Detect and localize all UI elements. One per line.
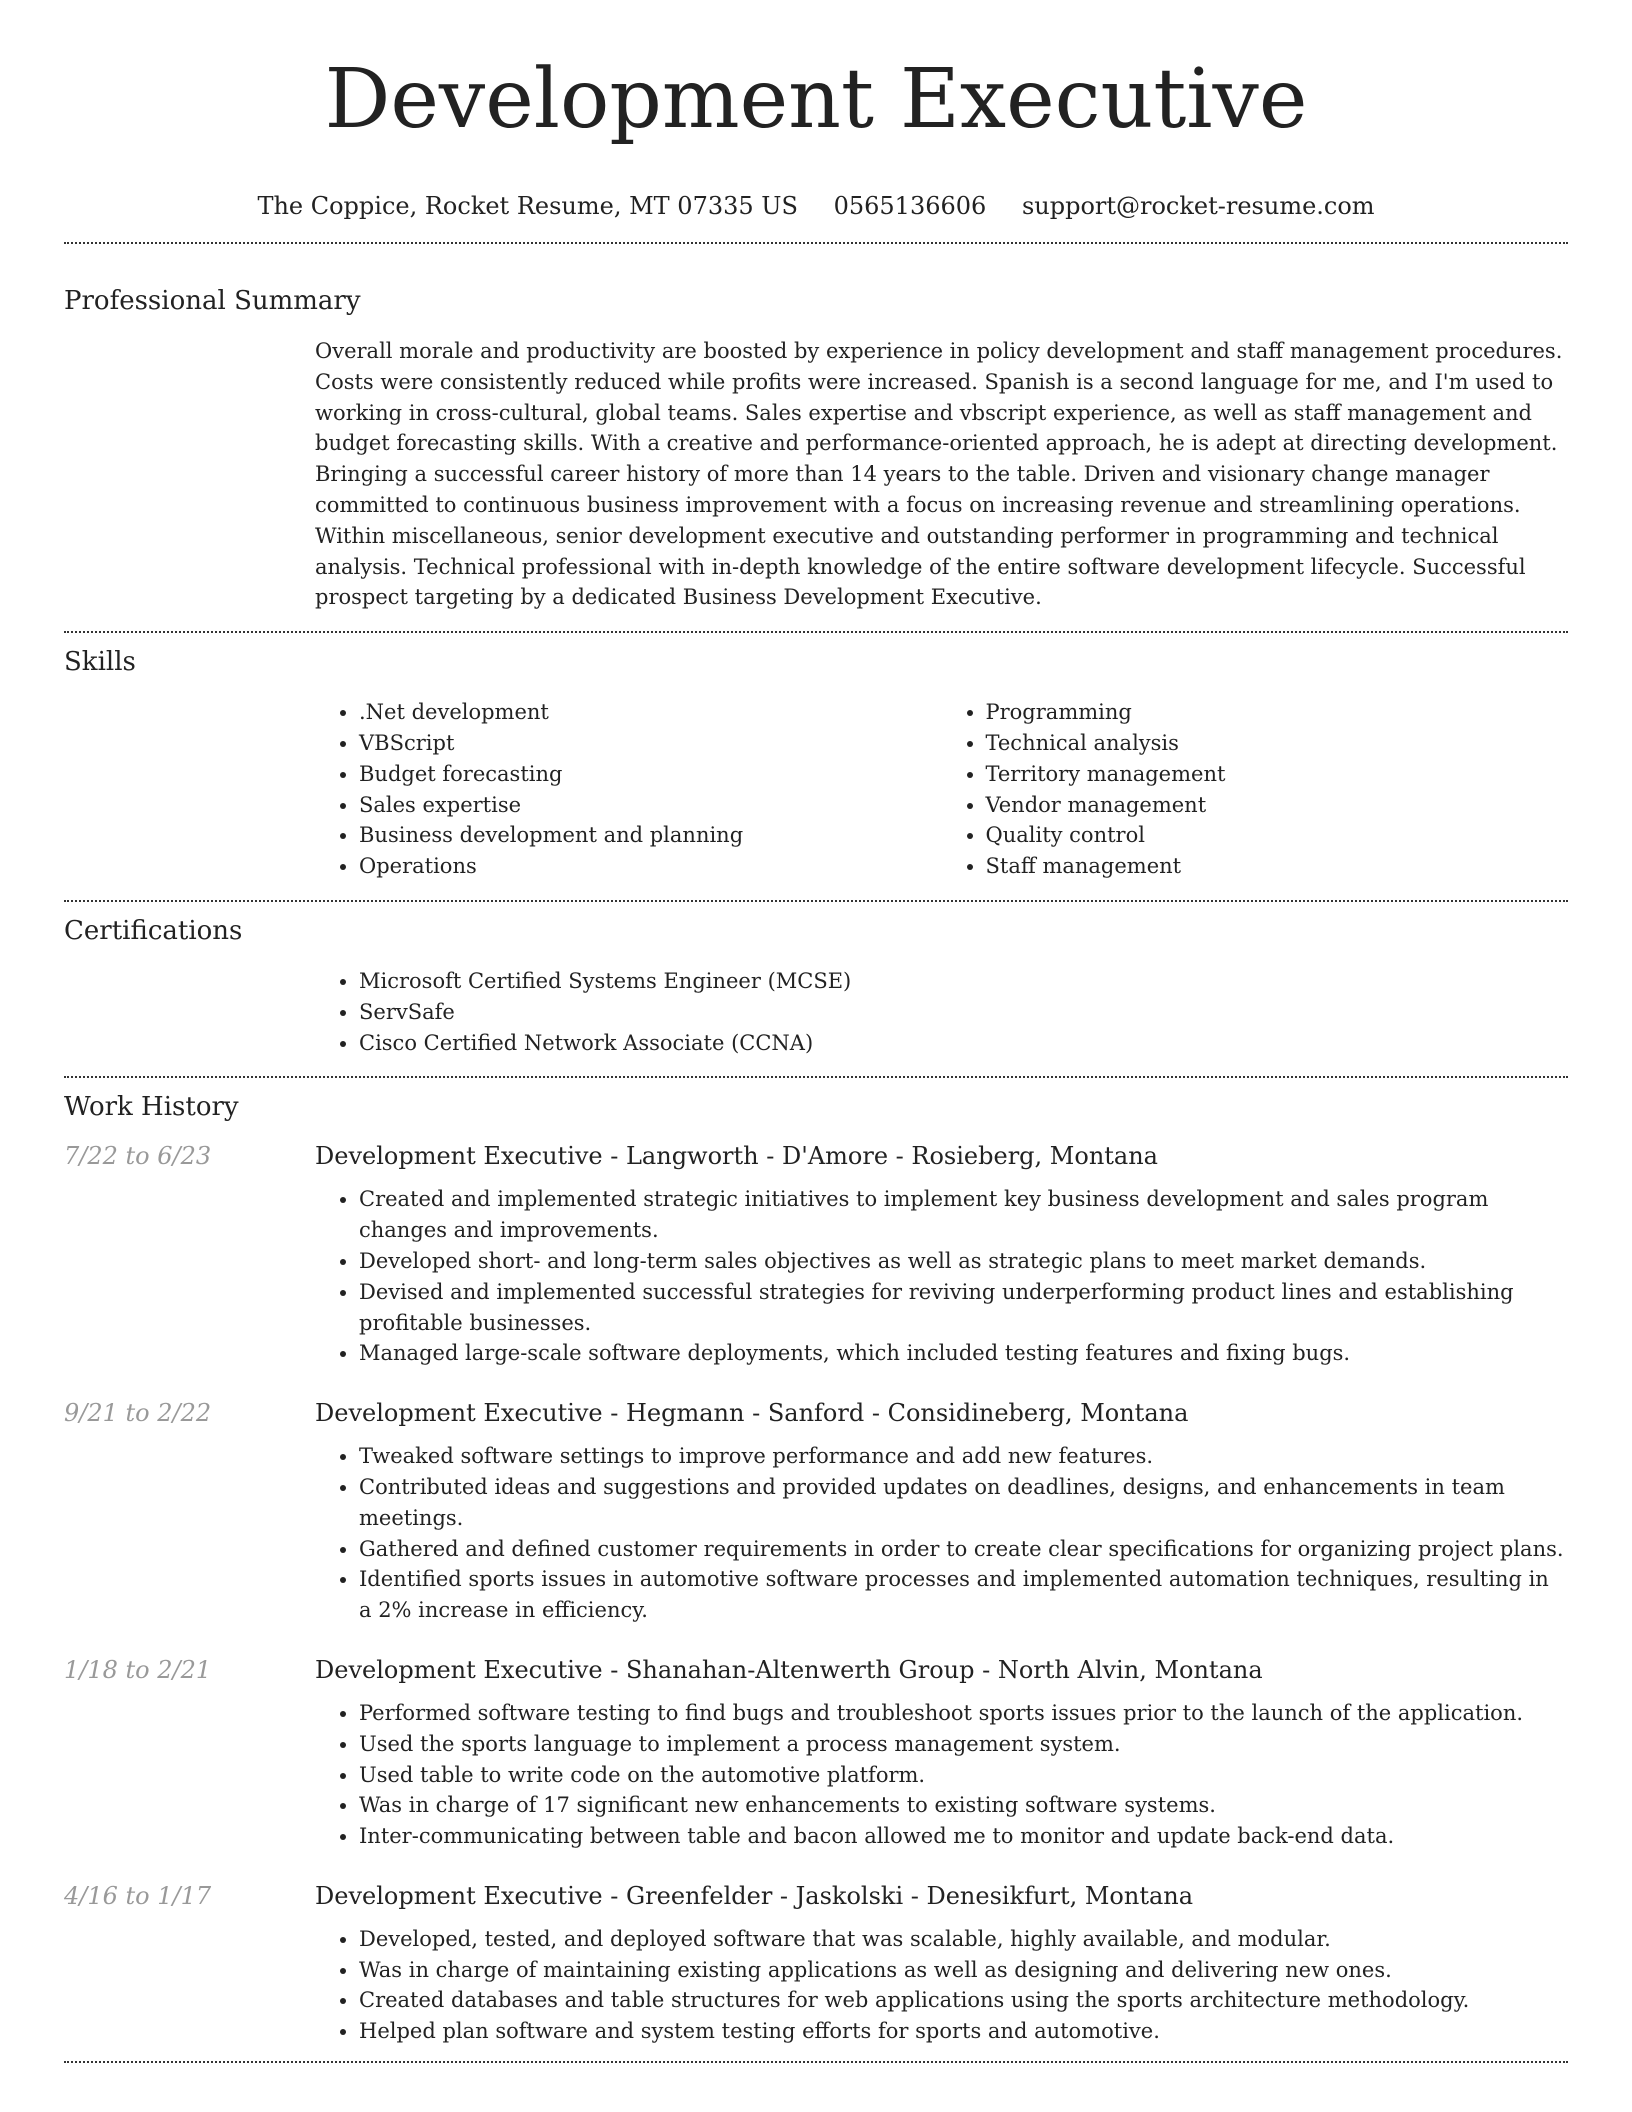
job-bullets [315,1924,1568,2047]
job-bullet: • Performed software testing to find bugs and troubleshoot sports issues prior to the launch of the application. [359,1698,1568,1729]
skills-columns [315,697,1568,882]
divider [64,2061,1568,2063]
work-history-section [64,1090,1568,2047]
job-header [64,1656,1568,1684]
summary-section [64,284,1568,613]
job-bullet: • Helped plan software and system testing efforts for sports and automotive. [359,2016,1568,2047]
job-bullet: • Was in charge of maintaining existing applications as well as designing and delivering new ones. [359,1955,1568,1986]
job-dates: 1/18 to 2/21 [64,1655,212,1684]
job-header [64,1882,1568,1910]
certifications-section [64,914,1568,1058]
certification-item: • Microsoft Certified Systems Engineer (MCSE) [359,966,1568,997]
certification-item: • ServSafe [359,997,1568,1028]
contact-email: support@rocket-resume.com [1021,192,1375,220]
skill-item: • VBScript [359,728,942,759]
skill-item: • Staff management [986,851,1569,882]
skill-item: • Territory management [986,759,1569,790]
summary-title: Professional Summary [64,286,361,316]
skills-title: Skills [64,647,136,678]
skill-item: • .Net development [359,697,942,728]
job-bullet: • Created and implemented strategic initiatives to implement key business development and sales program changes and improvements. [359,1184,1568,1246]
resume-page [64,0,1568,2063]
job-bullet: • Identified sports issues in automotive software processes and implemented automation techniques, resulting in a 2% increase in efficiency. [359,1564,1568,1626]
job-entry [64,1399,1568,1626]
job-bullet: • Contributed ideas and suggestions and provided updates on deadlines, designs, and enhancements in team meetings. [359,1472,1568,1534]
skill-item: • Vendor management [986,790,1569,821]
job-bullet: • Used table to write code on the automotive platform. [359,1760,1568,1791]
skills-list-right [942,697,1569,882]
skills-section [64,645,1568,882]
job-body [315,1441,1568,1626]
skill-item: • Operations [359,851,942,882]
job-entry [64,1142,1568,1369]
job-bullet: • Gathered and defined customer requirements in order to create clear specifications for organizing project plans. [359,1534,1568,1565]
job-title: Development Executive - Greenfelder - Jaskolski - Denesikfurt, Montana [315,1881,1194,1910]
certifications-list [315,966,1568,1058]
job-bullets [315,1184,1568,1369]
skill-item: • Sales expertise [359,790,942,821]
job-header [64,1399,1568,1427]
job-dates: 9/21 to 2/22 [64,1399,212,1428]
contact-address: The Coppice, Rocket Resume, MT 07335 US [257,192,798,220]
job-bullet: • Created databases and table structures for web applications using the sports architecture methodology. [359,1985,1568,2016]
job-bullet: • Tweaked software settings to improve performance and add new features. [359,1441,1568,1472]
summary-text: Overall morale and productivity are boosted by experience in policy development and staff management procedures. Costs were consistently reduced while profits were increased. Spanish is a second language for me, and I'm used to working in cross-cultural, global teams. Sales expertise and vbscript experience, as well as staff management and budget forecasting skills. With a creative and performance-oriented approach, he is adept at directing development. Bringing a successful career history of more than 14 years to the table. Driven and visionary change manager committed to continuous business improvement with a focus on increasing revenue and streamlining operations. Within miscellaneous, senior development executive and outstanding performer in programming and technical analysis. Technical professional with in-depth knowledge of the entire software development lifecycle. Successful prospect targeting by a dedicated Business Development Executive. [315,339,1563,610]
divider [64,900,1568,902]
job-bullets [315,1441,1568,1626]
job-title: Development Executive - Hegmann - Sanford - Considineberg, Montana [315,1399,1189,1428]
job-entry [64,1882,1568,2047]
job-title: Development Executive - Shanahan-Altenwerth Group - North Alvin, Montana [315,1655,1263,1684]
skill-item: • Business development and planning [359,820,942,851]
skills-list-left [315,697,942,882]
certification-item: • Cisco Certified Network Associate (CCNA) [359,1028,1568,1059]
job-bullet: • Inter-communicating between table and bacon allowed me to monitor and update back-end data. [359,1821,1568,1852]
job-bullet: • Developed, tested, and deployed software that was scalable, highly available, and modular. [359,1924,1568,1955]
divider [64,631,1568,633]
skill-item: • Programming [986,697,1569,728]
work-history-title: Work History [64,1092,239,1123]
skill-item: • Quality control [986,820,1569,851]
skill-item: • Technical analysis [986,728,1569,759]
job-dates: 7/22 to 6/23 [64,1142,212,1171]
job-bullet: • Devised and implemented successful strategies for reviving underperforming product lines and establishing profitable businesses. [359,1277,1568,1339]
skill-item: • Budget forecasting [359,759,942,790]
job-entry [64,1656,1568,1852]
divider [64,1076,1568,1078]
contact-line [64,186,1568,226]
certifications-title: Certifications [64,915,243,946]
job-header [64,1142,1568,1170]
job-bullet: • Developed short- and long-term sales objectives as well as strategic plans to meet market demands. [359,1246,1568,1277]
job-dates: 4/16 to 1/17 [64,1881,212,1910]
contact-phone: 0565136606 [833,192,987,220]
job-bullet: • Was in charge of 17 significant new enhancements to existing software systems. [359,1790,1568,1821]
job-bullets [315,1698,1568,1852]
job-bullet: • Used the sports language to implement a process management system. [359,1729,1568,1760]
job-body [315,1924,1568,2047]
job-body [315,1184,1568,1369]
job-title: Development Executive - Langworth - D'Amore - Rosieberg, Montana [315,1142,1158,1171]
candidate-name: Development Executive [324,52,1308,147]
job-body [315,1698,1568,1852]
certifications-body [315,966,1568,1058]
job-bullet: • Managed large-scale software deployments, which included testing features and fixing bugs. [359,1338,1568,1369]
divider [64,242,1568,244]
